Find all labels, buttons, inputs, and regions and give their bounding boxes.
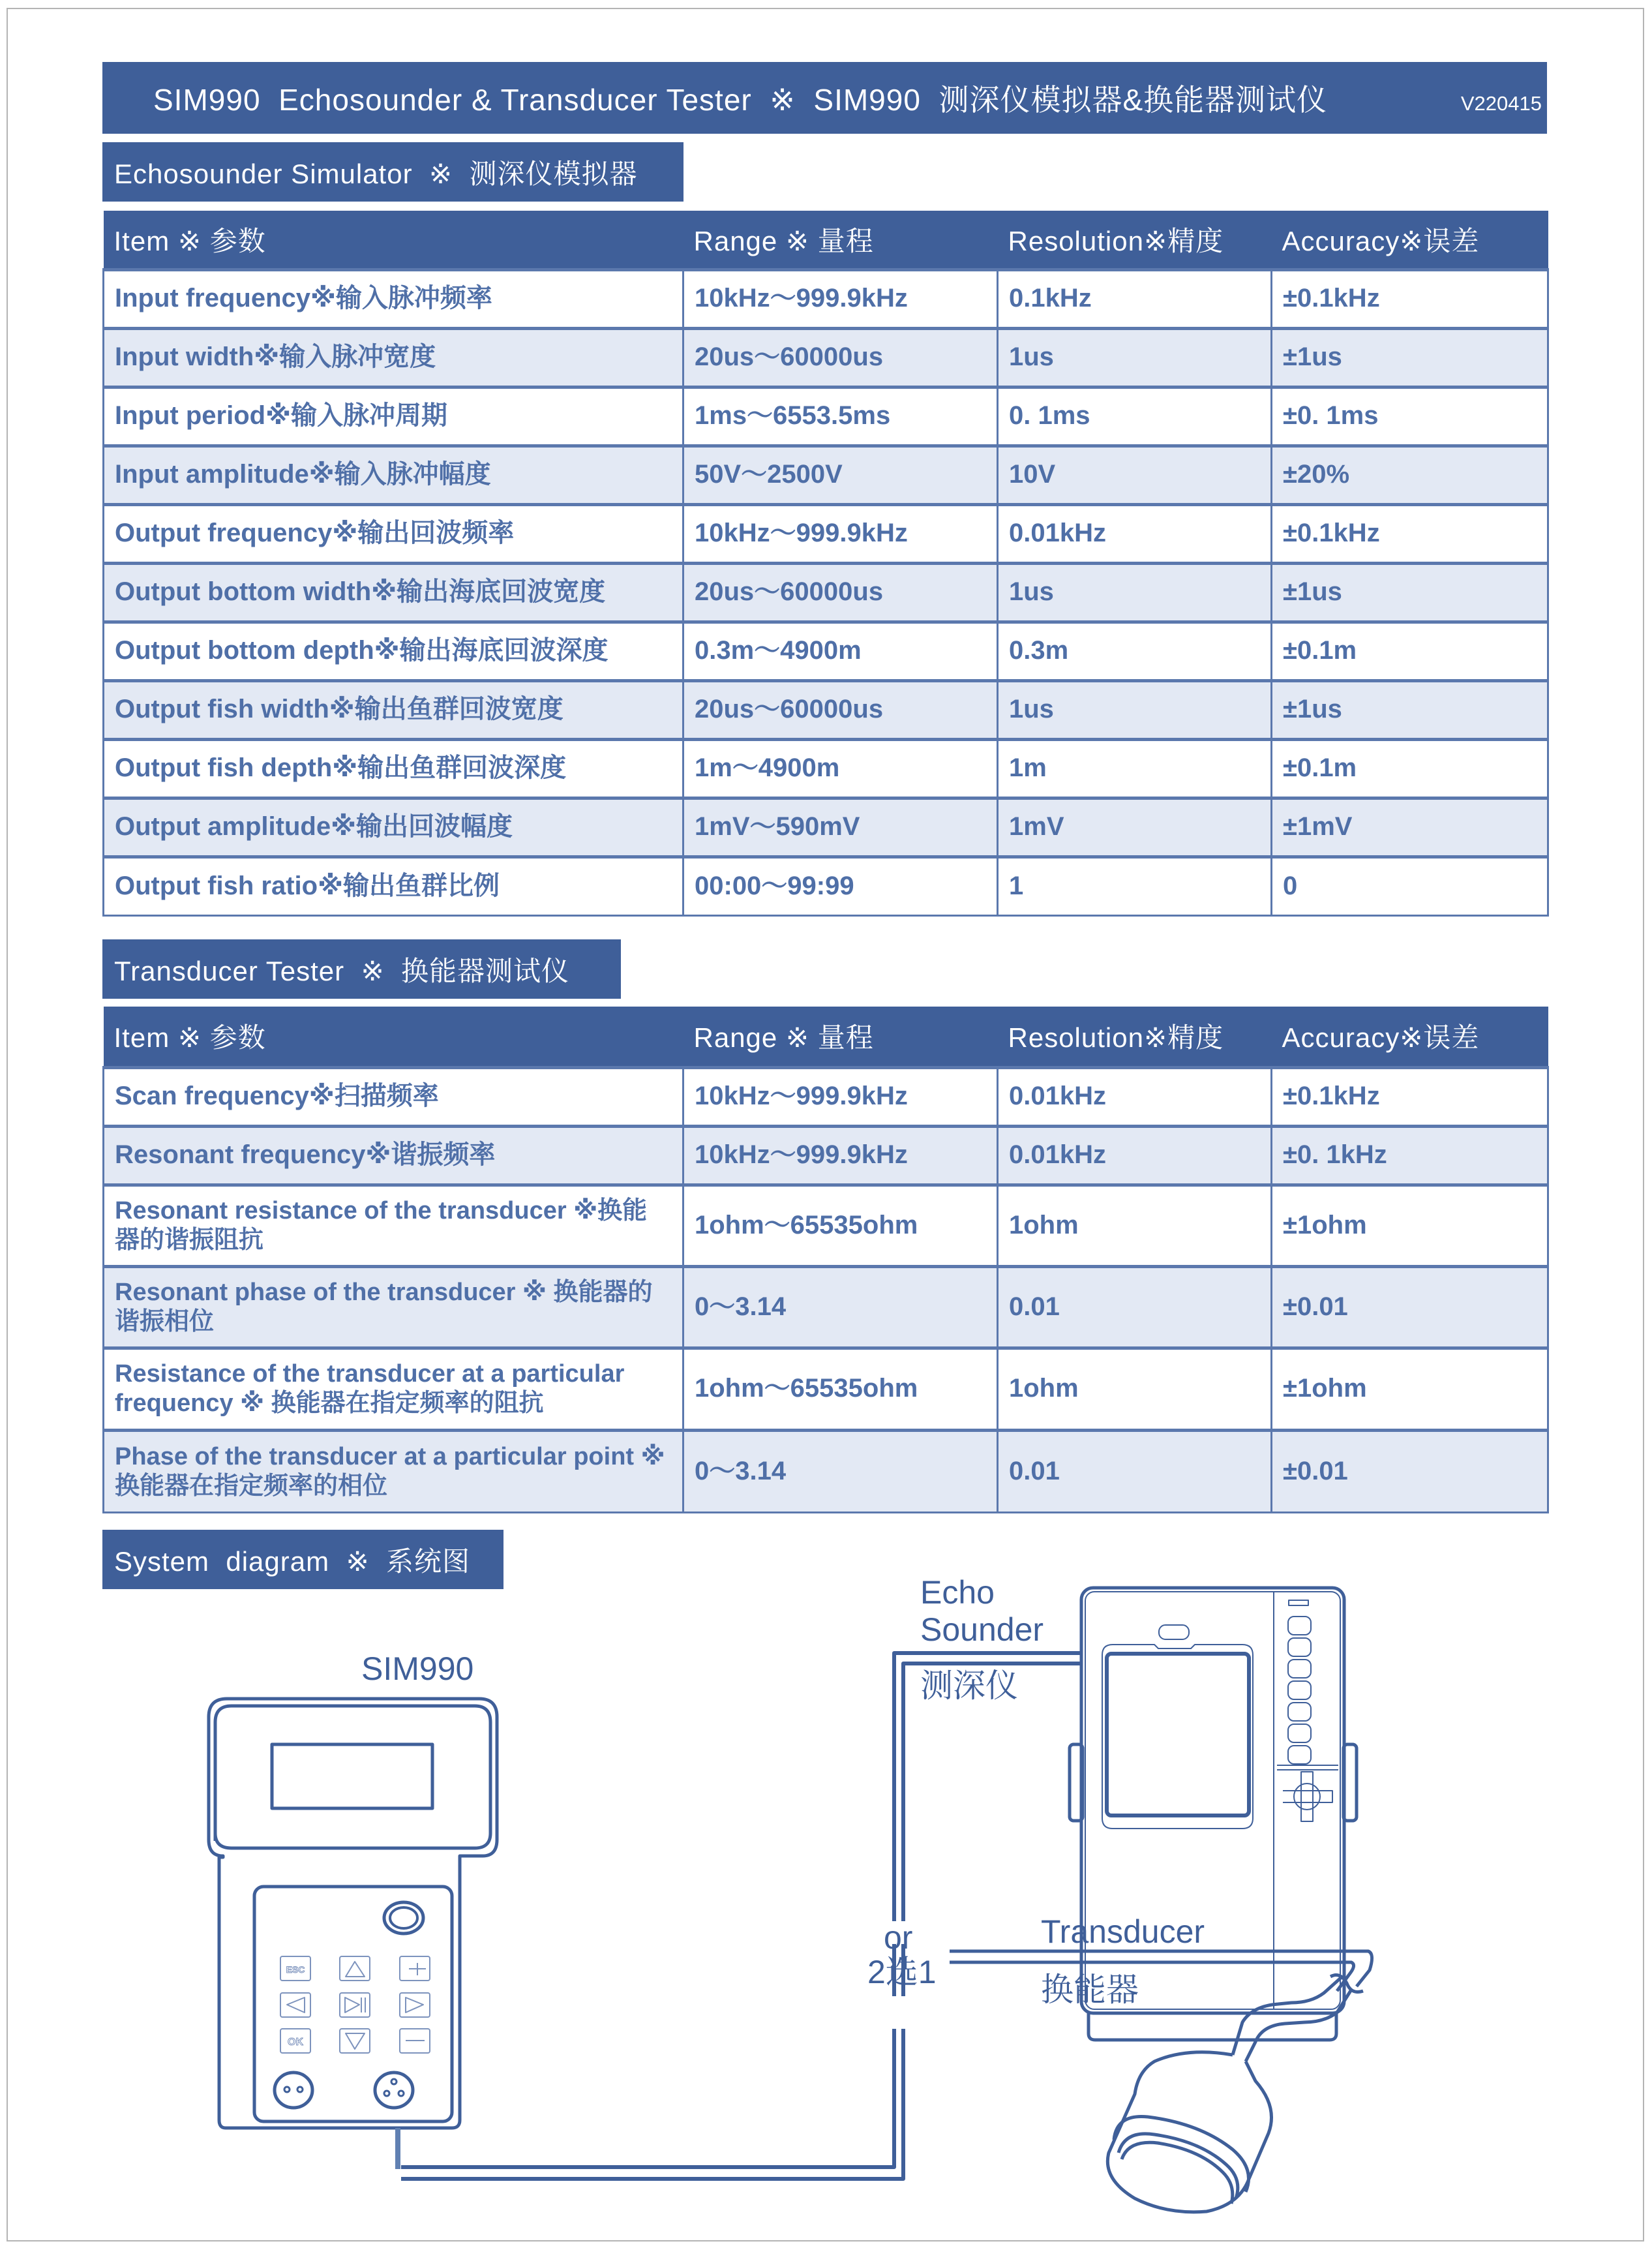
col-header-accuracy: Accuracy※误差: [1272, 211, 1548, 269]
cell-item: Output fish depth※输出鱼群回波深度: [104, 739, 683, 798]
transducer-icon: [950, 1951, 1372, 2212]
cell-range: 00:00～99:99: [683, 857, 998, 915]
cell-item: Output amplitude※输出回波幅度: [104, 798, 683, 857]
cell-range: 20us～60000us: [683, 563, 998, 622]
cell-accuracy: ±1ohm: [1272, 1185, 1548, 1266]
col-header-resolution: Resolution※精度: [998, 211, 1272, 269]
section-title: System diagram ※ 系统图: [114, 1545, 470, 1577]
sim990-label: SIM990: [361, 1650, 474, 1687]
transducer-label: Transducer: [1041, 1913, 1205, 1950]
col-header-item: Item ※ 参数: [104, 1007, 683, 1067]
cell-accuracy: ±1ohm: [1272, 1348, 1548, 1430]
cell-resolution: 1ohm: [998, 1185, 1272, 1266]
cell-item: Input amplitude※输入脉冲幅度: [104, 446, 683, 504]
cell-range: 1ohm～65535ohm: [683, 1348, 998, 1430]
col-header-range: Range ※ 量程: [683, 211, 998, 269]
cell-item: Output frequency※输出回波频率: [104, 504, 683, 563]
cell-resolution: 1mV: [998, 798, 1272, 857]
echo-sounder-label-line1: Echo: [920, 1574, 995, 1611]
cell-accuracy: ±0.1m: [1272, 739, 1548, 798]
section-title: Transducer Tester ※ 换能器测试仪: [114, 955, 570, 986]
col-header-accuracy: Accuracy※误差: [1272, 1007, 1548, 1067]
cell-accuracy: ±0.01: [1272, 1266, 1548, 1348]
cell-resolution: 0.3m: [998, 622, 1272, 680]
cell-item: Resistance of the transducer at a particular frequency ※ 换能器在指定频率的阻抗: [104, 1348, 683, 1430]
cell-item: Phase of the transducer at a particular point ※ 换能器在指定频率的相位: [104, 1430, 683, 1512]
col-header-item: Item ※ 参数: [104, 211, 683, 269]
echo-sounder-label-line2: Sounder: [920, 1611, 1044, 1648]
page-title: SIM990 Echosounder & Transducer Tester ※ SIM990 测深仪模拟器&换能器测试仪: [153, 83, 1328, 117]
cell-accuracy: ±1us: [1272, 680, 1548, 739]
cell-range: 1ms～6553.5ms: [683, 387, 998, 446]
cell-item: Input frequency※输入脉冲频率: [104, 269, 683, 328]
cell-range: 10kHz～999.9kHz: [683, 1126, 998, 1185]
cell-range: 0～3.14: [683, 1430, 998, 1512]
cell-accuracy: ±0. 1ms: [1272, 387, 1548, 446]
cable-line: [398, 1653, 1083, 2179]
version-label: V220415: [1460, 92, 1542, 115]
cell-range: 10kHz～999.9kHz: [683, 504, 998, 563]
sim990-device-icon: [209, 1699, 497, 2128]
choose-one-label: 2选1: [867, 1954, 937, 1990]
esc-key-icon: ESC: [286, 1964, 305, 1975]
cell-range: 20us～60000us: [683, 680, 998, 739]
cell-resolution: 0.1kHz: [998, 269, 1272, 328]
cell-range: 0～3.14: [683, 1266, 998, 1348]
cell-item: Input width※输入脉冲宽度: [104, 328, 683, 387]
cell-range: 10kHz～999.9kHz: [683, 1067, 998, 1126]
cell-resolution: 1us: [998, 680, 1272, 739]
transducer-label-cn: 换能器: [1041, 1971, 1139, 2008]
cell-accuracy: ±1us: [1272, 328, 1548, 387]
cell-range: 50V～2500V: [683, 446, 998, 504]
cell-item: Input period※输入脉冲周期: [104, 387, 683, 446]
cell-range: 0.3m～4900m: [683, 622, 998, 680]
cell-accuracy: ±0.1kHz: [1272, 504, 1548, 563]
col-header-range: Range ※ 量程: [683, 1007, 998, 1067]
cell-item: Resonant phase of the transducer ※ 换能器的谐振相位: [104, 1266, 683, 1348]
cell-resolution: 1: [998, 857, 1272, 915]
cell-accuracy: ±1us: [1272, 563, 1548, 622]
cell-resolution: 0. 1ms: [998, 387, 1272, 446]
col-header-resolution: Resolution※精度: [998, 1007, 1272, 1067]
cell-resolution: 1us: [998, 328, 1272, 387]
cell-accuracy: ±0.1kHz: [1272, 1067, 1548, 1126]
section-title: Echosounder Simulator ※ 测深仪模拟器: [114, 158, 638, 189]
cell-resolution: 0.01kHz: [998, 1067, 1272, 1126]
cell-resolution: 1m: [998, 739, 1272, 798]
cell-accuracy: ±0. 1kHz: [1272, 1126, 1548, 1185]
ok-key-icon: OK: [288, 2037, 303, 2048]
cell-item: Output fish ratio※输出鱼群比例: [104, 857, 683, 915]
cell-resolution: 0.01: [998, 1266, 1272, 1348]
cell-item: Resonant resistance of the transducer ※换能器的谐振阻抗: [104, 1185, 683, 1266]
cell-range: 1ohm～65535ohm: [683, 1185, 998, 1266]
or-label: or: [884, 1919, 913, 1956]
cell-item: Output fish width※输出鱼群回波宽度: [104, 680, 683, 739]
cell-accuracy: ±0.1kHz: [1272, 269, 1548, 328]
cell-resolution: 10V: [998, 446, 1272, 504]
cell-range: 1m～4900m: [683, 739, 998, 798]
cell-accuracy: ±1mV: [1272, 798, 1548, 857]
cell-range: 20us～60000us: [683, 328, 998, 387]
cell-resolution: 0.01: [998, 1430, 1272, 1512]
cell-range: 10kHz～999.9kHz: [683, 269, 998, 328]
cell-resolution: 1us: [998, 563, 1272, 622]
cell-item: Resonant frequency※谐振频率: [104, 1126, 683, 1185]
cell-range: 1mV～590mV: [683, 798, 998, 857]
cell-accuracy: ±20%: [1272, 446, 1548, 504]
cell-item: Scan frequency※扫描频率: [104, 1067, 683, 1126]
cell-accuracy: ±0.1m: [1272, 622, 1548, 680]
cell-accuracy: ±0.01: [1272, 1430, 1548, 1512]
echo-sounder-label-cn: 测深仪: [920, 1667, 1018, 1704]
cell-accuracy: 0: [1272, 857, 1548, 915]
cell-item: Output bottom width※输出海底回波宽度: [104, 563, 683, 622]
cell-resolution: 1ohm: [998, 1348, 1272, 1430]
cell-item: Output bottom depth※输出海底回波深度: [104, 622, 683, 680]
cell-resolution: 0.01kHz: [998, 1126, 1272, 1185]
cell-resolution: 0.01kHz: [998, 504, 1272, 563]
